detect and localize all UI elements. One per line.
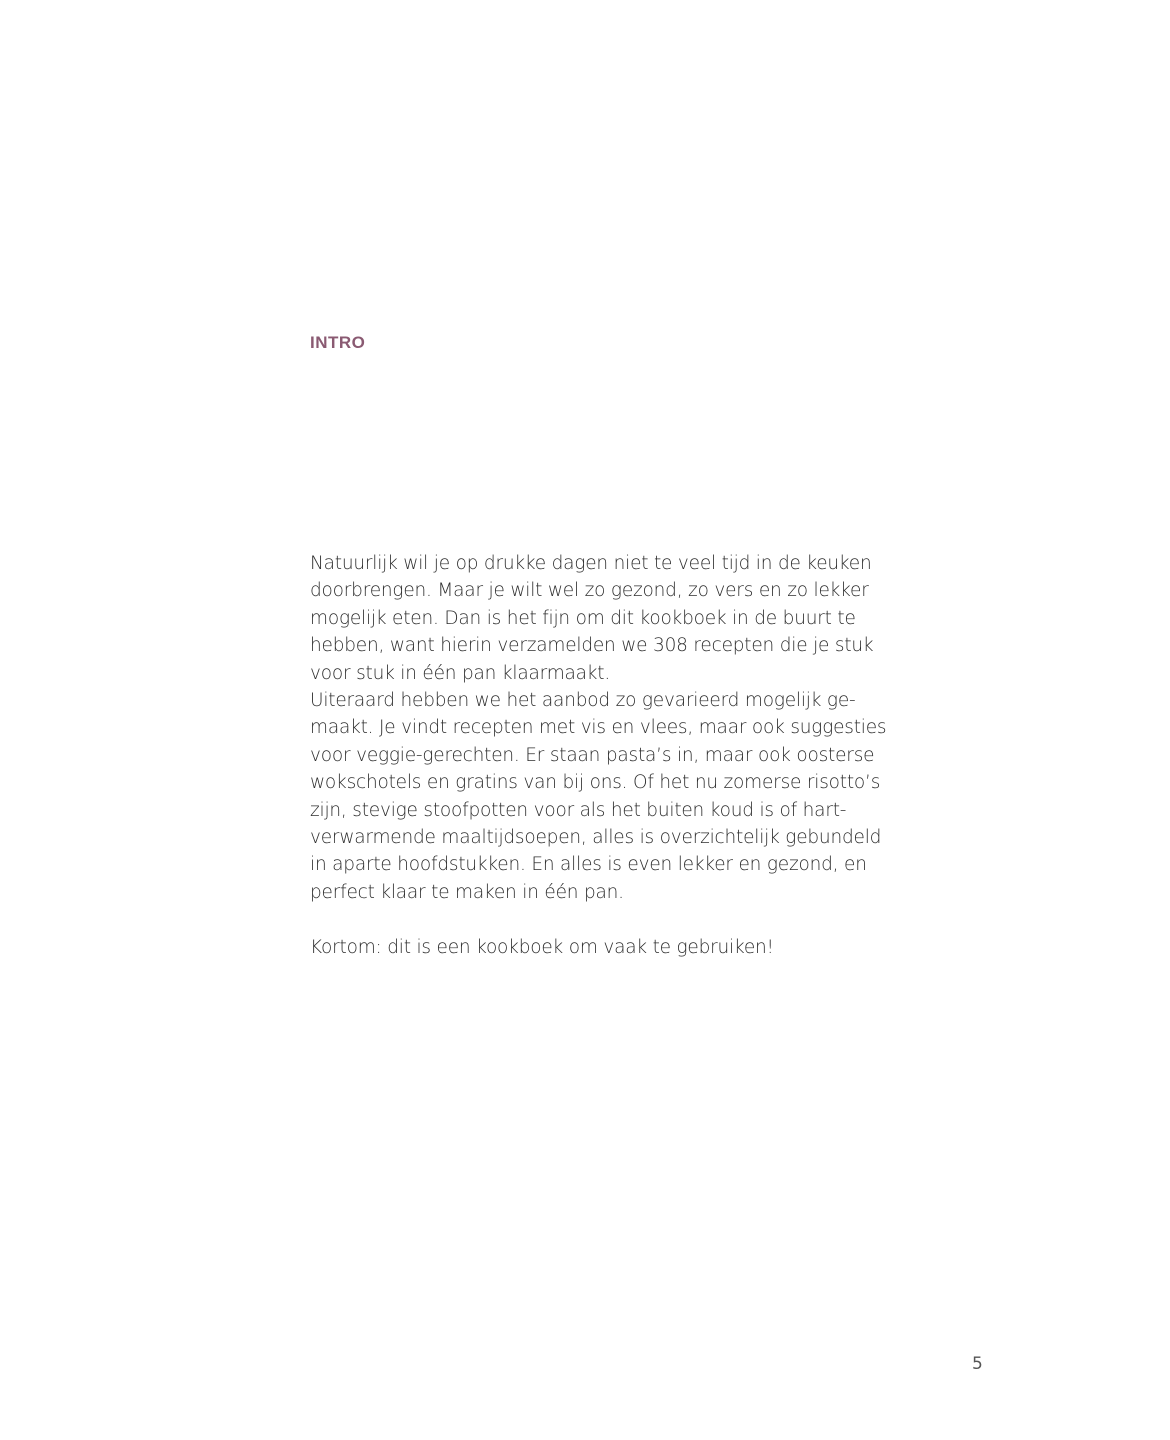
text-line: in aparte hoofdstukken. En alles is even lekker en gezond, en [310, 854, 867, 876]
paragraph-2 [310, 687, 910, 906]
text-line: verwarmende maaltijdsoepen, alles is overzichtelijk gebundeld [310, 827, 882, 849]
page-number: 5 [972, 1354, 983, 1374]
paragraph-spacer [310, 906, 910, 933]
text-line: voor veggie-gerechten. Er staan pasta’s in, maar ook oosterse [310, 744, 875, 766]
text-line: mogelijk eten. Dan is het fijn om dit kookboek in de buurt te [310, 607, 856, 629]
text-line: perfect klaar te maken in één pan. [310, 881, 624, 903]
text-line: doorbrengen. Maar je wilt wel zo gezond, zo vers en zo lekker [310, 580, 869, 602]
text-line: Uiteraard hebben we het aanbod zo gevarieerd mogelijk ge- [310, 690, 856, 712]
text-line: voor stuk in één pan klaarmaakt. [310, 662, 611, 684]
paragraph-3 [310, 934, 910, 961]
text-line: wokschotels en gratins van bij ons. Of het nu zomerse risotto’s [310, 772, 881, 794]
text-line: Natuurlijk wil je op drukke dagen niet te veel tijd in de keuken [310, 553, 872, 574]
text-line: Kortom: dit is een kookboek om vaak te gebruiken! [310, 936, 774, 958]
section-heading: INTRO [310, 333, 366, 352]
text-line: zijn, stevige stoofpotten voor als het buiten koud is of hart- [310, 799, 847, 821]
text-line: maakt. Je vindt recepten met vis en vlees, maar ook suggesties [310, 717, 887, 739]
paragraph-1 [310, 550, 910, 687]
intro-body-text [310, 550, 910, 961]
text-line: hebben, want hierin verzamelden we 308 recepten die je stuk [310, 635, 874, 657]
